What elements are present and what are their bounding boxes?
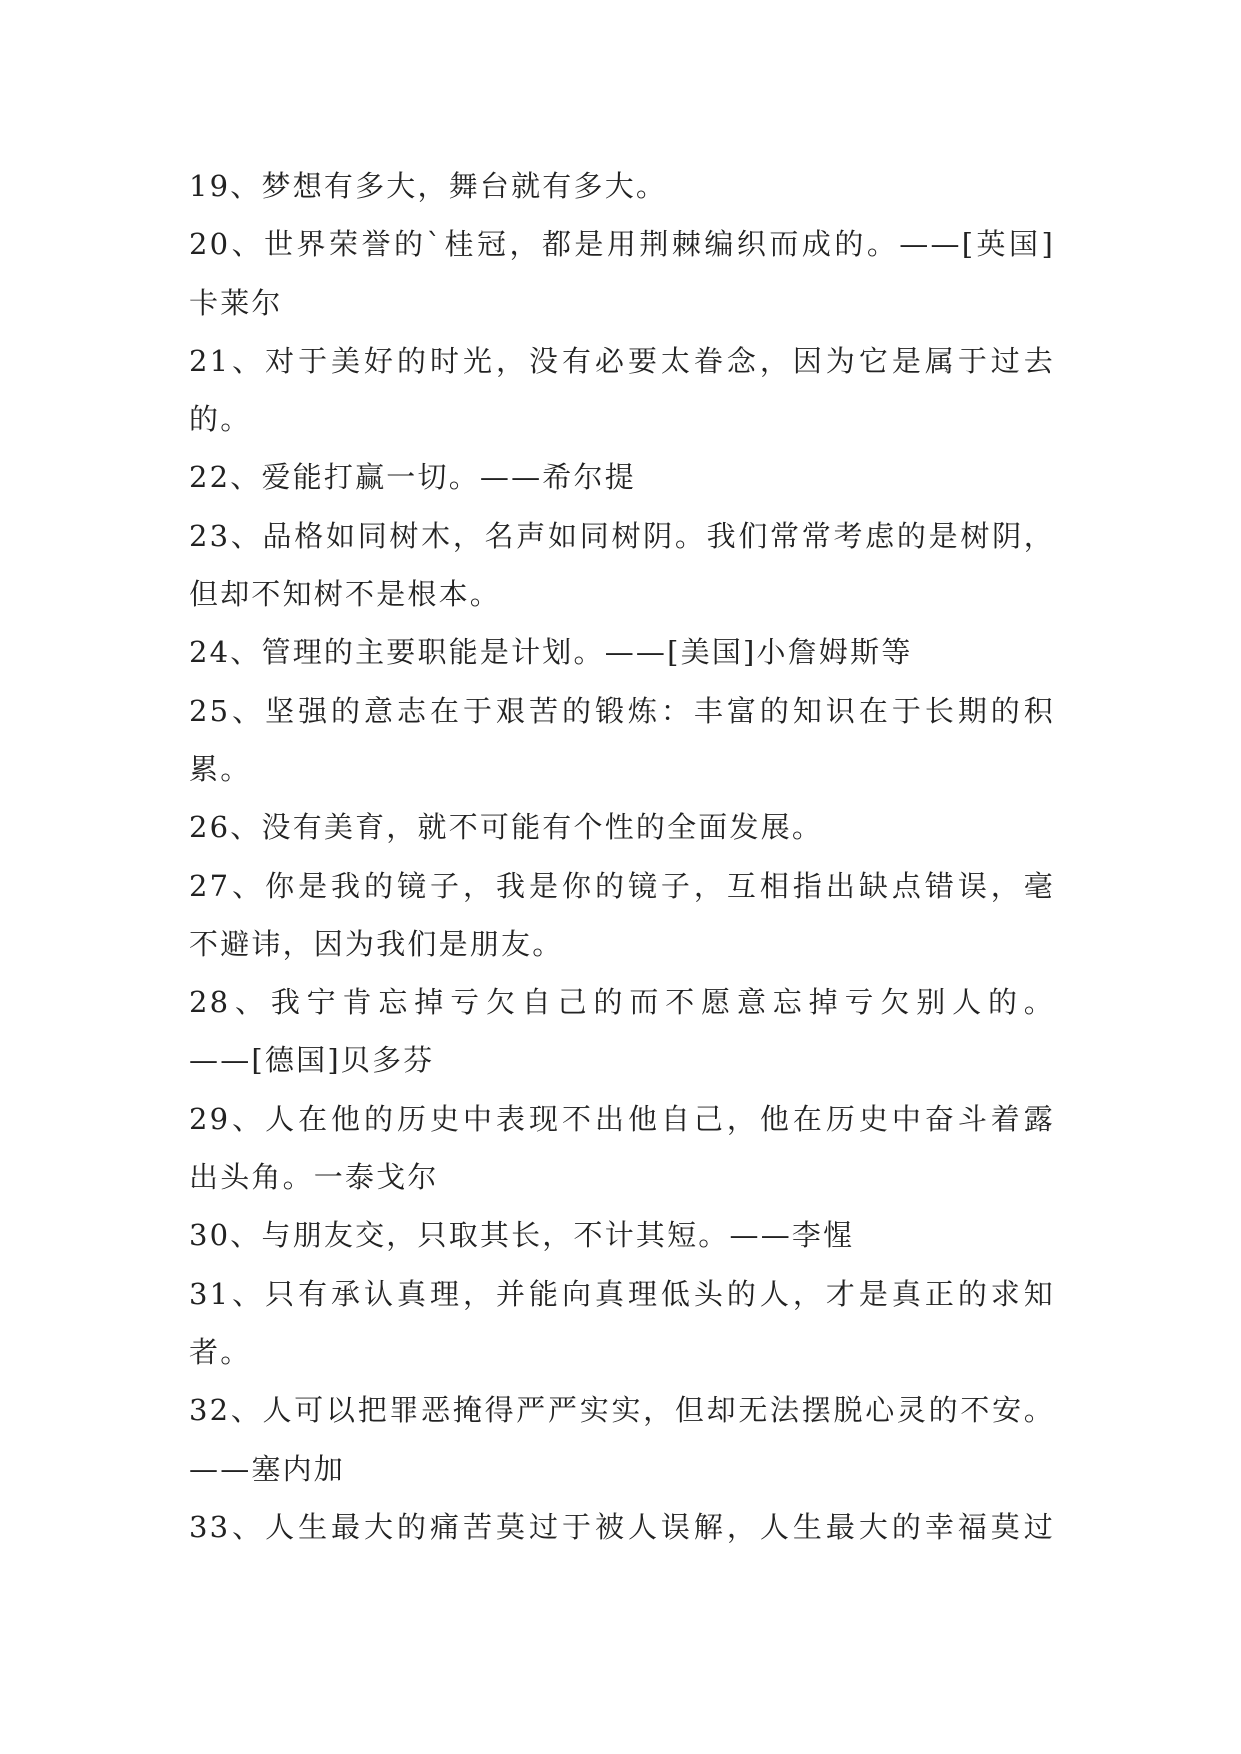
text-line: 20、世界荣誉的`桂冠，都是用荆棘编织而成的。——[英国]: [189, 227, 1055, 262]
text-line: 22、爱能打赢一切。——希尔提: [189, 460, 636, 495]
text-line: ——塞内加: [189, 1451, 346, 1486]
text-line: 31、只有承认真理，并能向真理低头的人，才是真正的求知: [189, 1276, 1055, 1311]
quote-list: [189, 157, 1055, 1556]
text-line: 23、品格如同树木，名声如同树阴。我们常常考虑的是树阴，: [189, 518, 1055, 553]
text-line: 30、与朋友交，只取其长，不计其短。——李惺: [189, 1218, 855, 1253]
text-line: 29、人在他的历史中表现不出他自己，他在历史中奋斗着露: [189, 1101, 1055, 1136]
text-line: 28、我宁肯忘掉亏欠自己的而不愿意忘掉亏欠别人的。: [189, 985, 1055, 1020]
text-line: 33、人生最大的痛苦莫过于被人误解，人生最大的幸福莫过: [189, 1509, 1055, 1544]
text-line: ——[德国]贝多芬: [189, 1043, 435, 1078]
text-line: 不避讳，因为我们是朋友。: [189, 926, 564, 961]
text-line: 24、管理的主要职能是计划。——[美国]小詹姆斯等: [189, 635, 913, 670]
text-line: 但却不知树不是根本。: [189, 577, 502, 612]
text-line: 出头角。一泰戈尔: [189, 1160, 439, 1195]
text-line: 26、没有美育，就不可能有个性的全面发展。: [189, 810, 824, 845]
text-line: 累。: [189, 751, 252, 786]
text-line: 27、你是我的镜子，我是你的镜子，互相指出缺点错误，毫: [189, 868, 1055, 903]
text-line: 32、人可以把罪恶掩得严严实实，但却无法摆脱心灵的不安。: [189, 1393, 1055, 1428]
text-line: 卡莱尔: [189, 285, 283, 320]
text-line: 19、梦想有多大，舞台就有多大。: [189, 169, 668, 203]
text-line: 21、对于美好的时光，没有必要太眷念，因为它是属于过去: [189, 343, 1055, 378]
text-line: 者。: [189, 1334, 252, 1369]
text-line: 25、坚强的意志在于艰苦的锻炼：丰富的知识在于长期的积: [189, 693, 1055, 728]
text-line: 的。: [189, 402, 252, 437]
